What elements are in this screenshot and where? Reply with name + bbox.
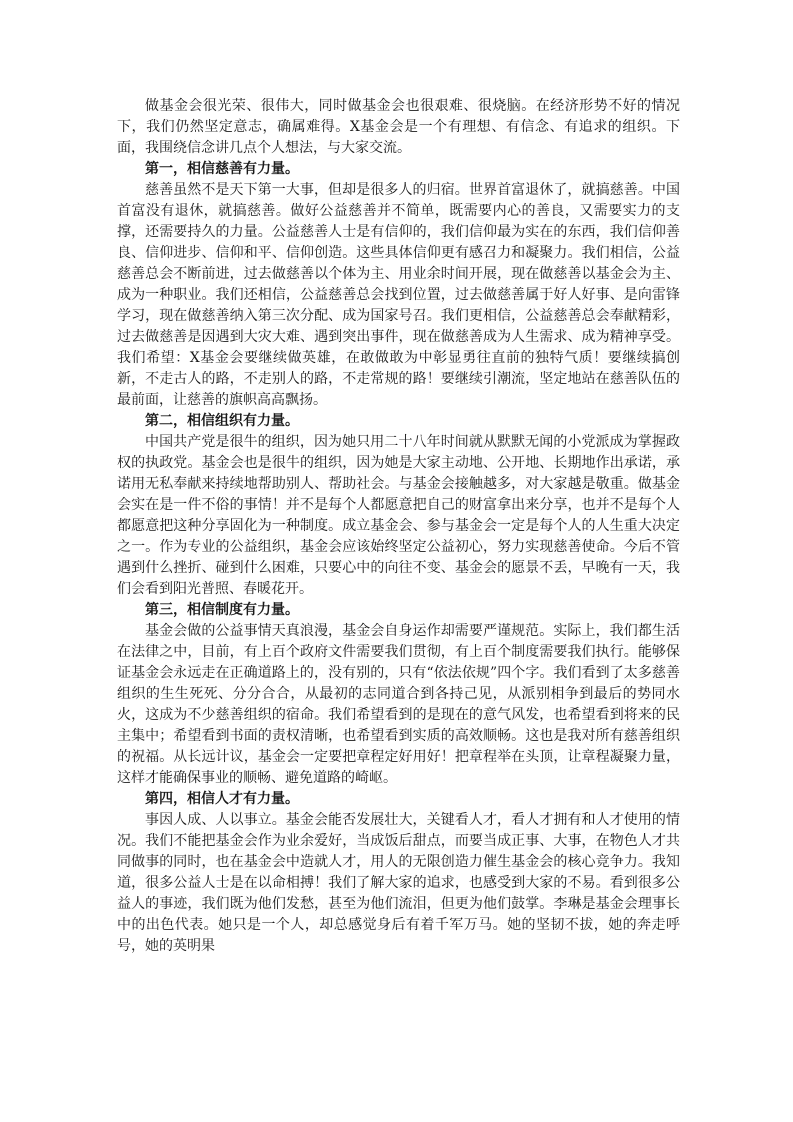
section-3-body: 基金会做的公益事情天真浪漫，基金会自身运作却需要严谨规范。实际上，我们都生活在法律之中，目前，有上百个政府文件需要我们贯彻，有上百个制度需要我们执行。能够保证基金会永远走在正确道路上的，没有别的，只有“依法依规”四个字。我们看到了太多慈善组织的生生死死、分分合合，从最初的志同道合到各持己见，从派别相争到最后的势同水火，这成为不少慈善组织的宿命。我们希望看到的是现在的意气风发，也希望看到将来的民主集中；希望看到书面的责权清晰，也希望看到实质的高效顺畅。这也是我对所有慈善组织的祝福。从长远计议，基金会一定要把章程定好用好！把章程举在头顶，让章程凝聚力量，这样才能确保事业的顺畅、避免道路的崎岖。 [117,623,680,786]
section-4-body: 事因人成、人以事立。基金会能否发展壮大，关键看人才，看人才拥有和人才使用的情况。我们不能把基金会作为业余爱好，当成饭后甜点，而要当成正事、大事，在物色人才共同做事的同时，也在基金会中造就人才，用人的无限创造力催生基金会的核心竞争力。我知道，很多公益人士是在以命相搏！我们了解大家的追求，也感受到大家的不易。看到很多公益人的事迹，我们既为他们发愁，甚至为他们流泪，但更为他们鼓掌。李琳是基金会理事长中的出色代表。她只是一个人，却总感觉身后有着千军万马。她的坚韧不拔，她的奔走呼号，她的英明果 [117,812,680,954]
section-2-heading: 第二，相信组织有力量。 [145,413,299,429]
intro-paragraph: 做基金会很光荣、很伟大，同时做基金会也很艰难、很烧脑。在经济形势不好的情况下，我们仍然坚定意志，确属难得。X基金会是一个有理想、有信念、有追求的组织。下面，我围绕信念讲几点个人想法，与大家交流。 [117,98,680,156]
section-1-heading: 第一，相信慈善有力量。 [145,161,299,177]
section-3-heading: 第三，相信制度有力量。 [145,602,299,618]
section-2-body: 中国共产党是很牛的组织，因为她只用二十八年时间就从默默无闻的小党派成为掌握政权的执政党。基金会也是很牛的组织，因为她是大家主动地、公开地、长期地作出承诺，承诺用无私奉献来持续地帮助别人、帮助社会。与基金会接触越多，对大家越是敬重。做基金会实在是一件不俗的事情！并不是每个人都愿意把自己的财富拿出来分享，也并不是每个人都愿意把这种分享固化为一种制度。成立基金会、参与基金会一定是每个人的人生重大决定之一。作为专业的公益组织，基金会应该始终坚定公益初心，努力实现慈善使命。今后不管遇到什么挫折、碰到什么困难，只要心中的向往不变、基金会的愿景不丢，早晚有一天，我们会看到阳光普照、春暖花开。 [117,434,680,597]
document-page [117,96,680,957]
section-4-heading: 第四，相信人才有力量。 [145,791,299,807]
section-1-body: 慈善虽然不是天下第一大事，但却是很多人的归宿。世界首富退休了，就搞慈善。中国首富没有退休，就搞慈善。做好公益慈善并不简单，既需要内心的善良，又需要实力的支撑，还需要持久的力量。公益慈善人士是有信仰的，我们信仰最为实在的东西，我们信仰善良、信仰进步、信仰和平、信仰创造。这些具体信仰更有感召力和凝聚力。我们相信，公益慈善总会不断前进，过去做慈善以个体为主、用业余时间开展，现在做慈善以基金会为主、成为一种职业。我们还相信，公益慈善总会找到位置，过去做慈善属于好人好事、是向雷锋学习，现在做慈善纳入第三次分配、成为国家号召。我们更相信，公益慈善总会奉献精彩，过去做慈善是因遇到大灾大难、遇到突出事件，现在做慈善成为人生需求、成为精神享受。我们希望：X基金会要继续做英雄，在敢做敢为中彰显勇往直前的独特气质！要继续搞创新，不走古人的路，不走别人的路，不走常规的路！要继续引潮流，坚定地站在慈善队伍的最前面，让慈善的旗帜高高飘扬。 [117,182,680,408]
